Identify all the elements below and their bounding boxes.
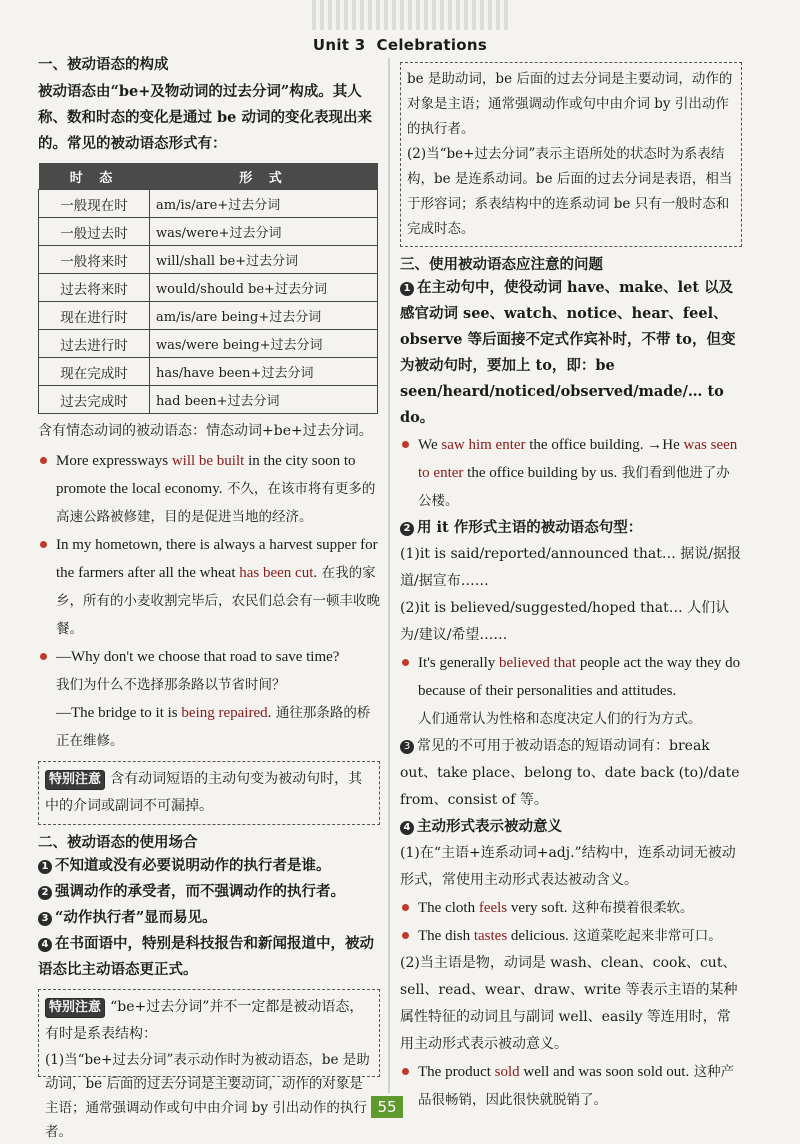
pattern-2: (2)it is believed/suggested/hoped that… 人们认为/建议/希望…… <box>400 600 730 643</box>
table-row: 现在完成时 has/have been+过去分词 <box>39 358 378 386</box>
number-badge-icon: 3 <box>400 740 414 754</box>
special-note-1: 特别注意 含有动词短语的主动句变为被动句时，其中的介词或副词不可漏掉。 <box>38 761 380 825</box>
section-3-heading: 三、使用被动语态应注意的问题 <box>400 257 603 273</box>
number-badge-icon: 2 <box>400 522 414 536</box>
table-header-form: 形 式 <box>150 163 378 190</box>
bullet-icon <box>402 441 409 448</box>
section-3-point-2: 2 用 it 作形式主语的被动语态句型： <box>400 515 742 541</box>
section-1-intro: 被动语态由“be+及物动词的过去分词”构成。其人称、数和时态的变化是通过 be 动词的变化表现出来的。常见的被动语态形式有： <box>38 83 372 152</box>
example-3: —Why don't we choose that road to save time? 我们为什么不选择那条路以节省时间？ —The bridge to it is being repaired. 通往那条路的桥正在维修。 <box>38 643 380 755</box>
section-3-point-1: 1 在主动句中，使役动词 have、make、let 以及感官动词 see、watch、notice、hear、feel、observe 等后面接不定式作宾补时，不带 to，但变为被动句时，要加上 to，即：be seen/heard/noticed/observed/made/… to do。 <box>400 279 736 426</box>
active-form-rule-2: (2)当主语是物，动词是 wash、clean、cook、cut、sell、read、wear、draw、write 等表示主语的某种属性特征的动词且与副词 well、easily 等连用时，常用主动形式表示被动意义。 <box>400 955 738 1052</box>
number-badge-icon: 1 <box>400 282 414 296</box>
bullet-icon <box>402 904 409 911</box>
section-2-item: 2 强调动作的承受者，而不强调动作的执行者。 <box>38 879 380 905</box>
number-badge-icon: 4 <box>38 938 52 952</box>
column-divider <box>388 58 390 1093</box>
bullet-icon <box>402 1068 409 1075</box>
pattern-1: (1)it is said/reported/announced that… 据说/据报道/据宣布…… <box>400 546 741 589</box>
table-row: 一般将来时 will/shall be+过去分词 <box>39 246 378 274</box>
table-row: 一般现在时 am/is/are+过去分词 <box>39 190 378 218</box>
bullet-icon <box>40 541 47 548</box>
left-column <box>38 55 380 1140</box>
table-row: 现在进行时 am/is/are being+过去分词 <box>39 302 378 330</box>
header-decoration <box>312 0 508 30</box>
page-number: 55 <box>371 1096 403 1118</box>
example-it-subject: It's generally believed that people act the way they do because of their personalities and attitudes. 人们通常认为性格和态度决定人们的行为方式。 <box>400 649 742 733</box>
table-row: 过去进行时 was/were being+过去分词 <box>39 330 378 358</box>
special-note-2-continued <box>400 62 742 247</box>
number-badge-icon: 2 <box>38 886 52 900</box>
example-feels: The cloth feels very soft. 这种布摸着很柔软。 <box>400 894 742 922</box>
example-tastes: The dish tastes delicious. 这道菜吃起来非常可口。 <box>400 922 742 950</box>
table-row: 过去完成时 had been+过去分词 <box>39 386 378 414</box>
example-sold: The product sold well and was soon sold out. 这种产品很畅销，因此很快就脱销了。 <box>400 1058 742 1114</box>
bullet-icon <box>402 659 409 666</box>
section-3-point-4: 4 主动形式表示被动意义 <box>400 814 742 840</box>
section-2-item: 1 不知道或没有必要说明动作的执行者是谁。 <box>38 853 380 879</box>
unit-title: Unit 3 Celebrations <box>312 36 488 54</box>
tense-table <box>38 163 378 414</box>
number-badge-icon: 1 <box>38 860 52 874</box>
section-2-heading: 二、被动语态的使用场合 <box>38 835 198 851</box>
number-badge-icon: 4 <box>400 821 414 835</box>
number-badge-icon: 3 <box>38 912 52 926</box>
bullet-icon <box>40 653 47 660</box>
section-2-item: 3 “动作执行者”显而易见。 <box>38 905 380 931</box>
modal-verb-note: 含有情态动词的被动语态：情态动词+be+过去分词。 <box>38 423 373 439</box>
section-3-point-3: 3 常见的不可用于被动语态的短语动词有：break out、take place、belong to、date back (to)/date from、consist of 等。 <box>400 738 740 808</box>
note-tag: 特别注意 <box>45 770 105 790</box>
bullet-icon <box>402 932 409 939</box>
table-row: 过去将来时 would/should be+过去分词 <box>39 274 378 302</box>
section-2-item: 4 在书面语中，特别是科技报告和新闻报道中，被动语态比主动语态更正式。 <box>38 935 374 978</box>
example-2: In my hometown, there is always a harvest supper for the farmers after all the wheat has been cut. 在我的家乡，所有的小麦收割完毕后，农民们总会有一顿丰收晚餐。 <box>38 531 380 643</box>
section-1-heading: 一、被动语态的构成 <box>38 57 169 73</box>
table-row: 一般过去时 was/were+过去分词 <box>39 218 378 246</box>
note-tag: 特别注意 <box>45 998 105 1018</box>
active-form-rule-1: (1)在“主语+连系动词+adj.”结构中，连系动词无被动形式，常使用主动形式表达被动含义。 <box>400 845 736 888</box>
note-paragraph-1: be 是助动词，be 后面的过去分词是主要动词，动作的对象是主语；通常强调动作或句中由介词 by 引出动作的执行者。 <box>407 71 733 137</box>
special-note-2-start: 特别注意 “be+过去分词”并不一定都是被动语态，有时是系表结构： (1)当“be+过去分词”表示动作时为被动语态，be 是助动词，be 后面的过去分词是主要动词，动作的对象是主语；通常强调动作或句中由介词 by 引出动作的执行者。 <box>38 989 380 1077</box>
example-1: More expressways will be built in the city soon to promote the local economy. 不久，在该市将有更多的高速公路被修建，目的是促进当地的经济。 <box>38 447 380 531</box>
bullet-icon <box>40 457 47 464</box>
note-paragraph-2: (2)当“be+过去分词”表示主语所处的状态时为系表结构，be 是连系动词。be 后面的过去分词是表语，相当于形容词；系表结构中的连系动词 be 只有一般时态和完成时态。 <box>407 146 733 237</box>
table-header-tense: 时 态 <box>39 163 150 190</box>
right-column <box>400 62 742 1114</box>
example-causative: We saw him enter the office building. →He was seen to enter the office building by us. 我们看到他进了办公楼。 <box>400 431 742 515</box>
